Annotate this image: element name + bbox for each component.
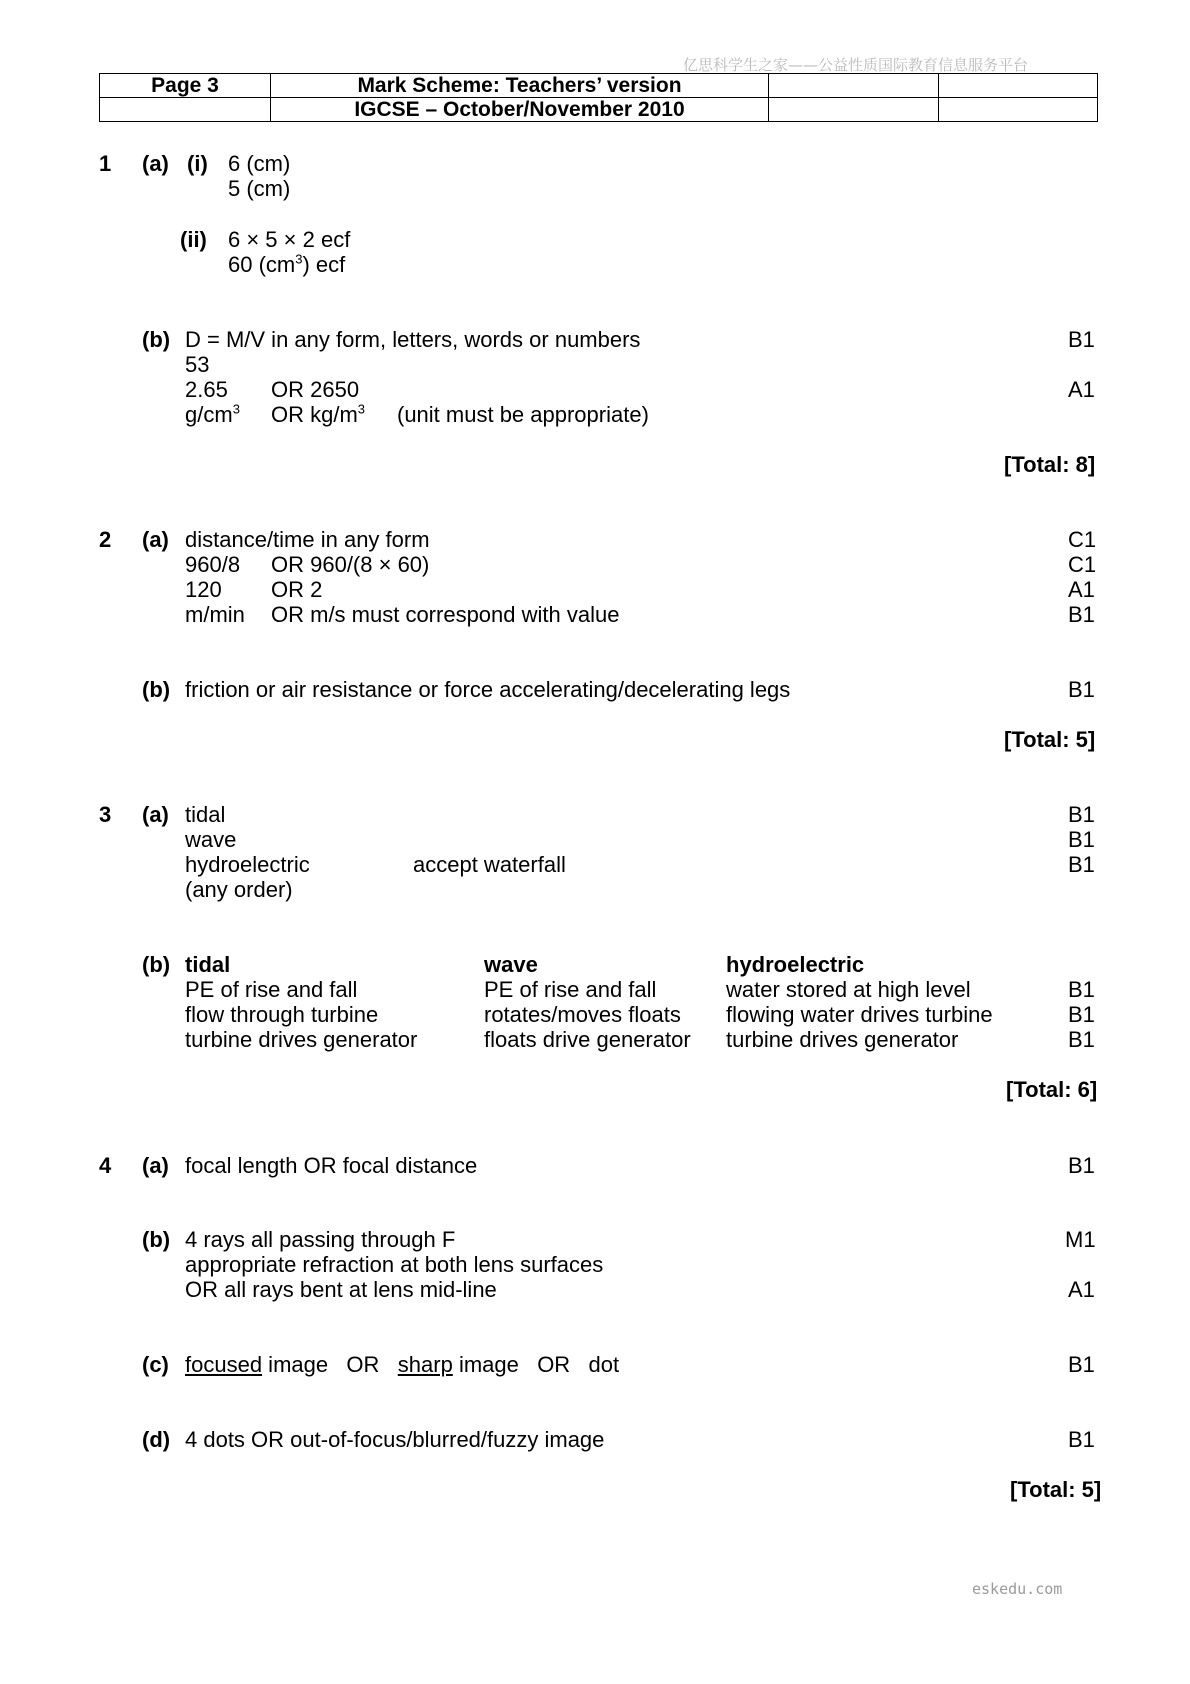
q1-b-line4b: OR $kg/m^3$: [271, 401, 366, 427]
q2-b-mark1: B1: [1068, 677, 1095, 702]
q1-b-line4a: $g/cm^3$: [185, 401, 240, 427]
q1-ii-line1: 6 × 5 × 2 ecf: [228, 227, 351, 252]
q3-b-col1-head: tidal: [185, 952, 231, 977]
q4-part-c: (c): [142, 1352, 169, 1377]
q4-part-a: (a): [142, 1153, 169, 1178]
q4-b-mark1: M1: [1065, 1227, 1096, 1252]
q3-b-row3-col2: floats drive generator: [484, 1027, 691, 1052]
q4-total: [Total: 5]: [1010, 1477, 1102, 1502]
q2-total: [Total: 5]: [1004, 727, 1096, 752]
q3-part-b: (b): [142, 952, 171, 977]
q4-b-line1: 4 rays all passing through F: [185, 1227, 456, 1252]
q2-a-mark4: B1: [1068, 602, 1095, 627]
q2-a-mark1: C1: [1068, 527, 1097, 552]
q2-a-line3b: OR 2: [271, 577, 323, 602]
q2-a-line4b: OR m/s must correspond with value: [271, 602, 620, 627]
q1-sub-ii: (ii): [180, 227, 207, 252]
q4-d-mark: B1: [1068, 1427, 1095, 1452]
q3-a-mark3: B1: [1068, 852, 1095, 877]
q1-b-line3a: 2.65: [185, 377, 228, 402]
q4-b-line2: appropriate refraction at both lens surfaces: [185, 1252, 604, 1277]
q3-b-row1-col2: PE of rise and fall: [484, 977, 657, 1002]
q2-part-a: (a): [142, 527, 169, 552]
q1-b-line2: 53: [185, 352, 210, 377]
q2-a-mark2: C1: [1068, 552, 1097, 577]
q3-number: 3: [99, 802, 112, 827]
q1-b-line4c: (unit must be appropriate): [397, 402, 649, 427]
q4-c-focused: focused: [185, 1352, 263, 1377]
q3-a-line3b: accept waterfall: [413, 852, 566, 877]
q3-b-row2-col1: flow through turbine: [185, 1002, 379, 1027]
q3-b-row3-col1: turbine drives generator: [185, 1027, 418, 1052]
q3-b-row2-mark: B1: [1068, 1002, 1095, 1027]
q1-b-line1: D = M/V in any form, letters, words or numbers: [185, 327, 641, 352]
q4-part-d: (d): [142, 1427, 171, 1452]
q1-part-b: (b): [142, 327, 171, 352]
q4-b-mark2: A1: [1068, 1277, 1095, 1302]
header-exam: IGCSE – October/November 2010: [271, 98, 769, 122]
q2-a-line2a: 960/8: [185, 552, 241, 577]
q2-a-line2b: OR 960/(8 × 60): [271, 552, 430, 577]
q3-b-row2-col3: flowing water drives turbine: [726, 1002, 993, 1027]
q1-ii-line2: 60 $(cm^3)$ ecf: [228, 251, 346, 277]
q1-number: 1: [99, 151, 112, 176]
q2-number: 2: [99, 527, 112, 552]
q3-b-row1-mark: B1: [1068, 977, 1095, 1002]
watermark-bottom: eskedu.com: [972, 1580, 1063, 1598]
q2-a-line3a: 120: [185, 577, 222, 602]
q4-a-line1: focal length OR focal distance: [185, 1153, 478, 1178]
q3-a-mark2: B1: [1068, 827, 1095, 852]
q3-b-col2-head: wave: [484, 952, 538, 977]
q4-part-b: (b): [142, 1227, 171, 1252]
q3-b-col3-head: hydroelectric: [726, 952, 865, 977]
header-title: Mark Scheme: Teachers’ version: [271, 74, 769, 98]
q3-b-row2-col2: rotates/moves floats: [484, 1002, 681, 1027]
header-empty-3: [100, 98, 271, 122]
q3-b-row1-col3: water stored at high level: [726, 977, 971, 1002]
header-empty-1: [769, 74, 939, 98]
q2-part-b: (b): [142, 677, 171, 702]
q1-total: [Total: 8]: [1004, 452, 1096, 477]
q3-a-line2: wave: [185, 827, 237, 852]
header-empty-2: [939, 74, 1098, 98]
header-empty-5: [939, 98, 1098, 122]
header-table: [99, 73, 1098, 122]
q2-a-mark3: A1: [1068, 577, 1095, 602]
q3-a-line3: hydroelectric: [185, 852, 310, 877]
header-page: Page 3: [100, 74, 271, 98]
q4-d-line1: 4 dots OR out-of-focus/blurred/fuzzy image: [185, 1427, 605, 1452]
q3-b-row3-mark: B1: [1068, 1027, 1095, 1052]
q3-total: [Total: 6]: [1006, 1077, 1098, 1102]
q4-c-mark: B1: [1068, 1352, 1095, 1377]
q4-c-sharp: sharp: [397, 1352, 453, 1377]
q3-b-row1-col1: PE of rise and fall: [185, 977, 358, 1002]
watermark-top: 亿思科学生之家——公益性质国际教育信息服务平台: [683, 56, 1029, 74]
q4-b-line3: OR all rays bent at lens mid-line: [185, 1277, 497, 1302]
q1-i-line1: 6 (cm): [228, 151, 291, 176]
q2-a-line1: distance/time in any form: [185, 527, 430, 552]
q4-number: 4: [99, 1153, 112, 1178]
q1-b-line3b: OR 2650: [271, 377, 360, 402]
q3-b-row3-col3: turbine drives generator: [726, 1027, 959, 1052]
q3-part-a: (a): [142, 802, 169, 827]
q1-i-line2: 5 (cm): [228, 176, 291, 201]
q4-a-mark1: B1: [1068, 1153, 1095, 1178]
q1-b-mark2: A1: [1068, 377, 1095, 402]
q2-b-line1: friction or air resistance or force accelerating/decelerating legs: [185, 677, 791, 702]
q4-c-line1: focused image OR sharp image OR dot: [185, 1352, 620, 1377]
q1-b-mark1: B1: [1068, 327, 1095, 352]
q3-a-line1: tidal: [185, 802, 226, 827]
q1-part-a: (a): [142, 151, 169, 176]
q1-sub-i: (i): [187, 151, 208, 176]
header-empty-4: [769, 98, 939, 122]
q2-a-line4a: m/min: [185, 602, 245, 627]
q3-a-line4: (any order): [185, 877, 293, 902]
q3-a-mark1: B1: [1068, 802, 1095, 827]
